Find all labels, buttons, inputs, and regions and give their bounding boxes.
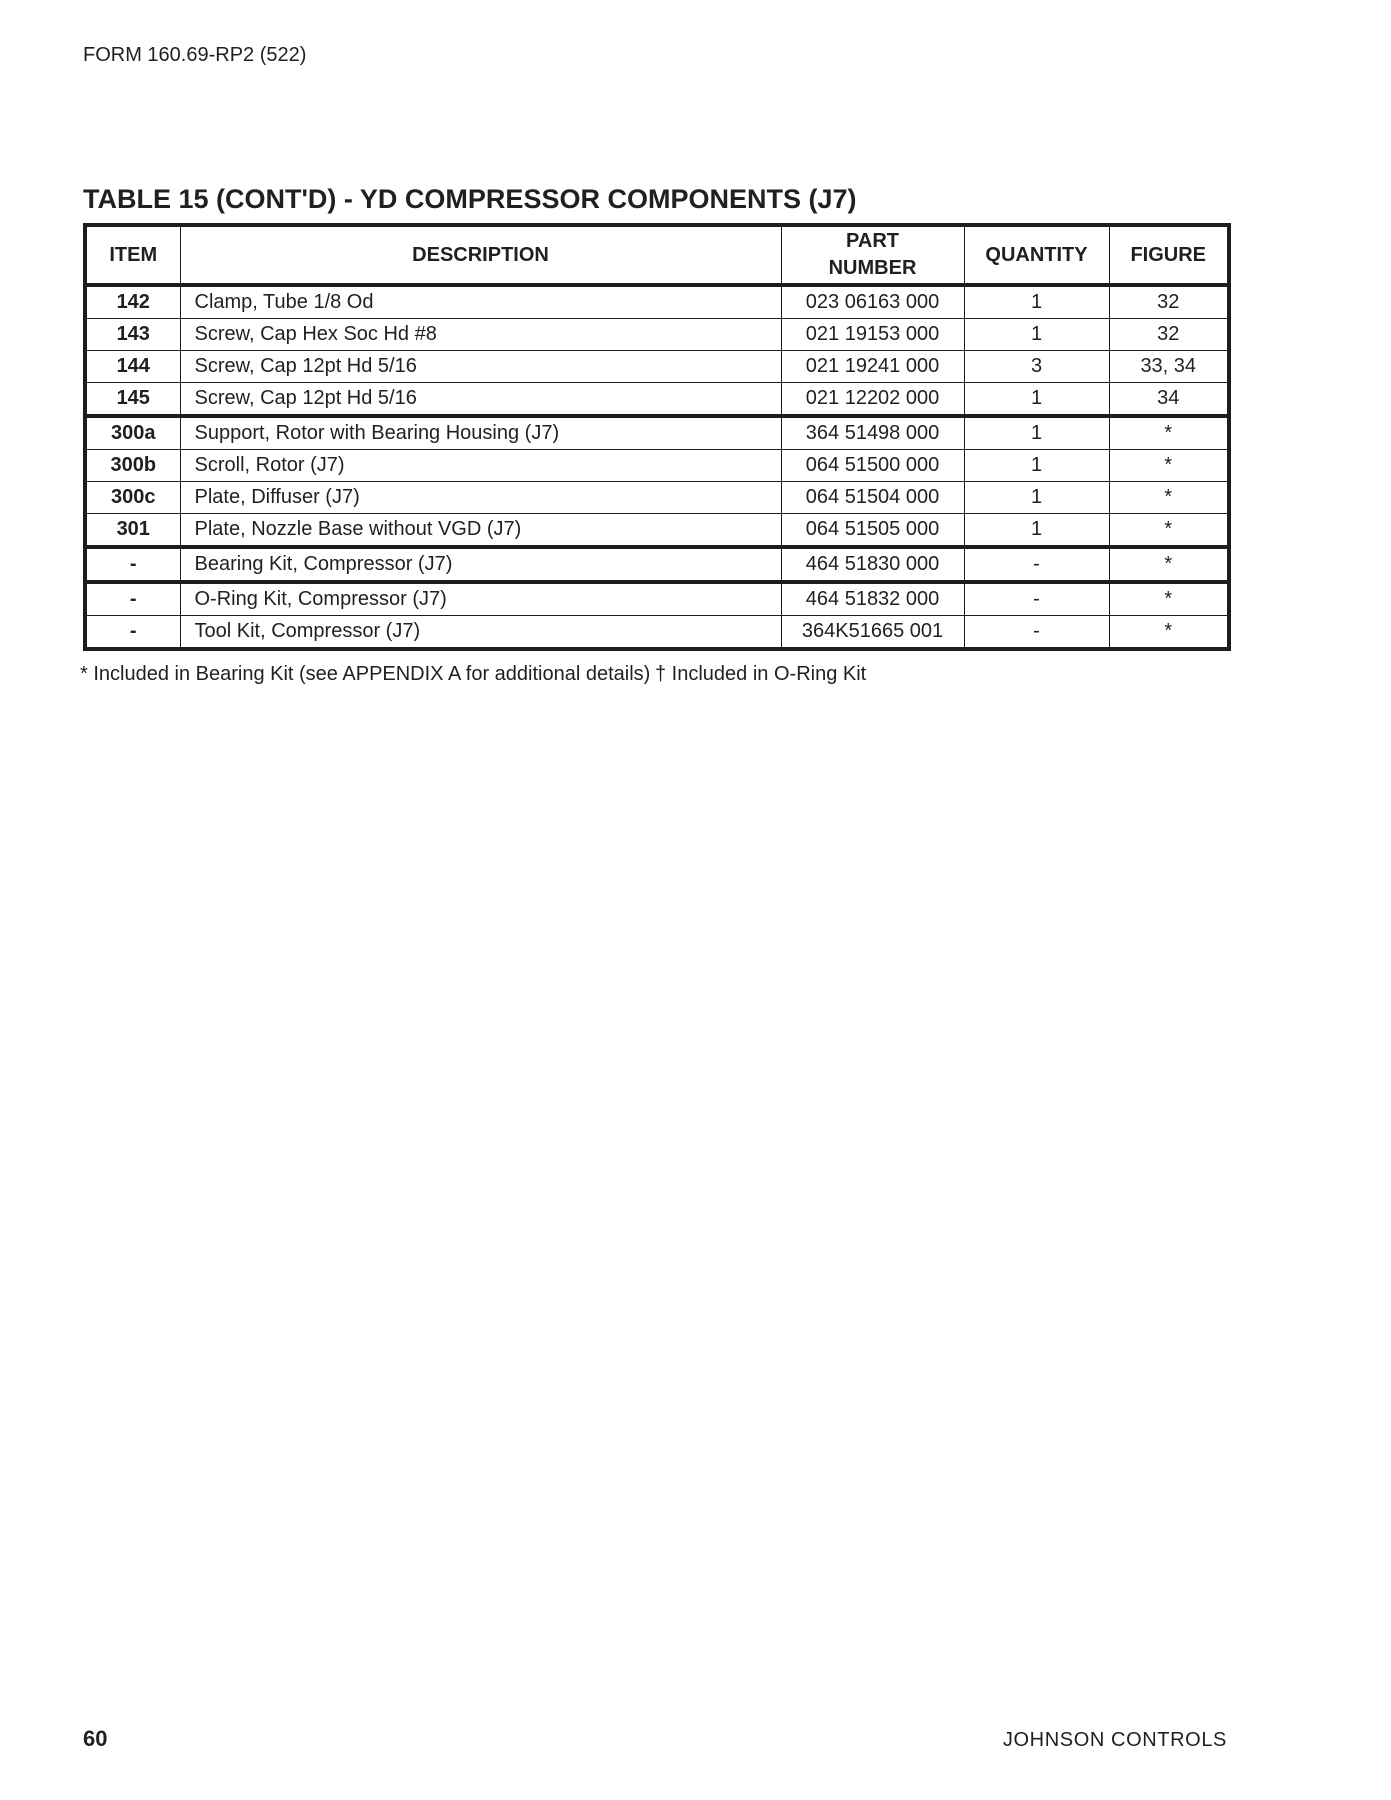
table-row [85,547,1229,582]
quantity-cell: 1 [964,450,1109,482]
description-cell: Screw, Cap 12pt Hd 5/16 [180,383,781,417]
parts-table [83,223,1231,651]
column-header-figure: FIGURE [1109,225,1229,285]
quantity-cell: - [964,547,1109,582]
item-cell: 142 [85,285,180,319]
quantity-cell: 1 [964,416,1109,450]
quantity-cell: 1 [964,482,1109,514]
part-number-cell: 021 19153 000 [781,319,964,351]
description-cell: Clamp, Tube 1/8 Od [180,285,781,319]
figure-cell: * [1109,416,1229,450]
quantity-cell: 1 [964,383,1109,417]
quantity-cell: - [964,616,1109,650]
table-title-number: TABLE 15 (CONT'D) - [83,184,360,214]
table-row [85,616,1229,650]
description-cell: Support, Rotor with Bearing Housing (J7) [180,416,781,450]
part-number-cell: 464 51830 000 [781,547,964,582]
item-cell: 300b [85,450,180,482]
part-number-cell: 364 51498 000 [781,416,964,450]
table-row [85,582,1229,616]
description-cell: Screw, Cap Hex Soc Hd #8 [180,319,781,351]
description-cell: Screw, Cap 12pt Hd 5/16 [180,351,781,383]
figure-cell: * [1109,547,1229,582]
part-number-cell: 364K51665 001 [781,616,964,650]
table-row [85,351,1229,383]
table-row [85,450,1229,482]
part-number-cell: 023 06163 000 [781,285,964,319]
item-cell: - [85,616,180,650]
footnote-oring-kit: † Included in O-Ring Kit [655,663,867,685]
part-number-cell: 464 51832 000 [781,582,964,616]
figure-cell: 32 [1109,285,1229,319]
description-cell: O-Ring Kit, Compressor (J7) [180,582,781,616]
item-cell: 300c [85,482,180,514]
column-header-description: DESCRIPTION [180,225,781,285]
part-number-cell: 021 19241 000 [781,351,964,383]
table-row [85,416,1229,450]
item-cell: 301 [85,514,180,548]
figure-cell: * [1109,450,1229,482]
quantity-cell: 1 [964,285,1109,319]
figure-cell: * [1109,582,1229,616]
figure-cell: 32 [1109,319,1229,351]
table-row [85,514,1229,548]
table-header-row [85,225,1229,285]
part-number-cell: 064 51500 000 [781,450,964,482]
footer-company: JOHNSON CONTROLS [1002,1729,1227,1751]
page-number: 60 [83,1726,108,1751]
footnote-bearing-kit: * Included in Bearing Kit (see APPENDIX A for additional details) [80,663,651,685]
form-number: FORM 160.69-RP2 (522) [83,44,307,66]
figure-cell: * [1109,482,1229,514]
part-number-cell: 064 51504 000 [781,482,964,514]
part-number-cell: 021 12202 000 [781,383,964,417]
table-row [85,285,1229,319]
quantity-cell: 1 [964,514,1109,548]
quantity-cell: 1 [964,319,1109,351]
item-cell: 145 [85,383,180,417]
table-title [83,184,1227,214]
figure-cell: 34 [1109,383,1229,417]
description-cell: Plate, Diffuser (J7) [180,482,781,514]
page-footer [83,1726,1227,1752]
quantity-cell: - [964,582,1109,616]
part-number-cell: 064 51505 000 [781,514,964,548]
item-cell: 300a [85,416,180,450]
table-row [85,319,1229,351]
table-row [85,383,1229,417]
quantity-cell: 3 [964,351,1109,383]
column-header-item: ITEM [85,225,180,285]
figure-cell: 33, 34 [1109,351,1229,383]
column-header-quantity: QUANTITY [964,225,1109,285]
table-row [85,482,1229,514]
page-content [80,184,1227,689]
item-cell: - [85,582,180,616]
item-cell: 144 [85,351,180,383]
figure-cell: * [1109,616,1229,650]
item-cell: 143 [85,319,180,351]
description-cell: Bearing Kit, Compressor (J7) [180,547,781,582]
description-cell: Scroll, Rotor (J7) [180,450,781,482]
description-cell: Tool Kit, Compressor (J7) [180,616,781,650]
table-title-text: YD COMPRESSOR COMPONENTS (J7) [359,184,857,214]
description-cell: Plate, Nozzle Base without VGD (J7) [180,514,781,548]
item-cell: - [85,547,180,582]
column-header-part-number: PART NUMBER [781,225,964,285]
table-footnotes [80,663,1227,689]
figure-cell: * [1109,514,1229,548]
